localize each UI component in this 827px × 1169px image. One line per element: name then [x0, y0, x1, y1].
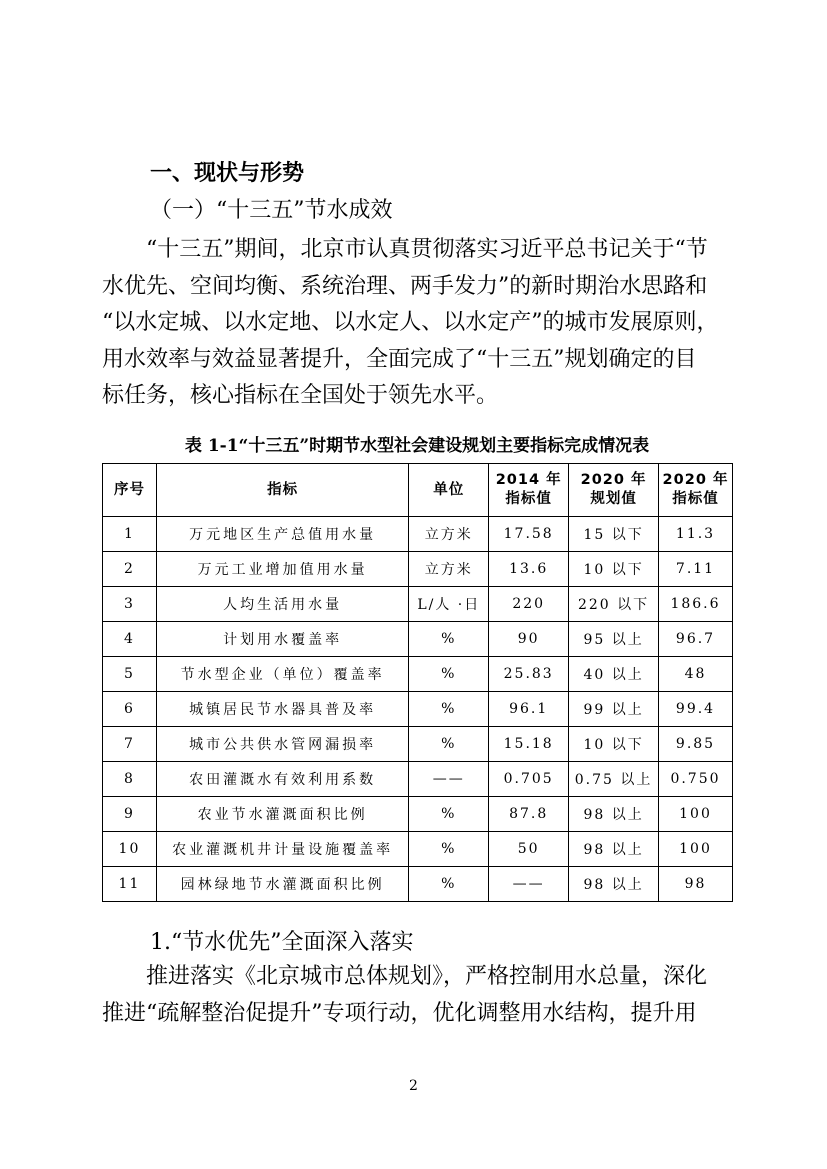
cell-seq: 5 [103, 657, 157, 692]
table-row [103, 797, 733, 832]
table-row [103, 657, 733, 692]
cell-2020-plan: 10 以下 [569, 552, 659, 587]
header-indicator: 指标 [156, 464, 408, 517]
cell-2020-value: 99.4 [659, 692, 733, 727]
cell-indicator: 人均生活用水量 [156, 587, 408, 622]
table-row [103, 622, 733, 657]
page-number: 2 [409, 1078, 418, 1094]
cell-indicator: 计划用水覆盖率 [156, 622, 408, 657]
header-line: 指标值 [505, 491, 552, 507]
cell-unit: % [409, 657, 489, 692]
cell-unit: % [409, 692, 489, 727]
cell-seq: 7 [103, 727, 157, 762]
cell-2014-value: 87.8 [489, 797, 569, 832]
header-line: 2020 年 [580, 472, 647, 488]
cell-seq: 4 [103, 622, 157, 657]
cell-2020-plan: 99 以上 [569, 692, 659, 727]
paragraph-line: 用水效率与效益显著提升，全面完成了“十三五”规划确定的目 [102, 346, 697, 372]
table-row [103, 832, 733, 867]
cell-unit: % [409, 867, 489, 902]
cell-2014-value: 25.83 [489, 657, 569, 692]
cell-2014-value: 90 [489, 622, 569, 657]
header-2020-value [659, 464, 733, 517]
cell-2014-value: 220 [489, 587, 569, 622]
cell-2014-value: 50 [489, 832, 569, 867]
cell-2014-value: 15.18 [489, 727, 569, 762]
subsection-1-heading: 1.“节水优先”全面深入落实 [150, 930, 414, 955]
cell-seq: 10 [103, 832, 157, 867]
cell-seq: 3 [103, 587, 157, 622]
paragraph-line: “以水定城、以水定地、以水定人、以水定产”的城市发展原则， [102, 310, 719, 335]
table-row [103, 762, 733, 797]
cell-2020-value: 100 [659, 832, 733, 867]
cell-unit: 立方米 [409, 517, 489, 552]
body-paragraph [102, 959, 732, 1032]
cell-unit: % [409, 622, 489, 657]
cell-2020-value: 98 [659, 867, 733, 902]
table-row [103, 517, 733, 552]
header-line: 指标值 [672, 491, 719, 507]
cell-unit: L/人 ·日 [409, 587, 489, 622]
header-unit: 单位 [409, 464, 489, 517]
cell-indicator: 农业节水灌溉面积比例 [156, 797, 408, 832]
table-row [103, 692, 733, 727]
cell-2020-plan: 15 以下 [569, 517, 659, 552]
cell-2020-value: 186.6 [659, 587, 733, 622]
paragraph-line: 标任务，核心指标在全国处于领先水平。 [102, 383, 499, 408]
cell-seq: 8 [103, 762, 157, 797]
cell-2020-plan: 98 以上 [569, 797, 659, 832]
cell-2014-value: 96.1 [489, 692, 569, 727]
cell-2020-plan: 98 以上 [569, 832, 659, 867]
cell-2020-plan: 10 以下 [569, 727, 659, 762]
cell-indicator: 园林绿地节水灌溉面积比例 [156, 867, 408, 902]
cell-seq: 6 [103, 692, 157, 727]
cell-2020-plan: 95 以上 [569, 622, 659, 657]
paragraph-line: “十三五”期间，北京市认真贯彻落实习近平总书记关于“节 [146, 237, 708, 262]
header-2014-value [489, 464, 569, 517]
table-row [103, 727, 733, 762]
table-caption: 表 1-1“十三五”时期节水型社会建设规划主要指标完成情况表 [184, 436, 650, 456]
cell-2014-value: —— [489, 867, 569, 902]
cell-2020-plan: 40 以上 [569, 657, 659, 692]
cell-indicator: 节水型企业（单位）覆盖率 [156, 657, 408, 692]
table-header-row [103, 464, 733, 517]
cell-2020-value: 100 [659, 797, 733, 832]
header-seq: 序号 [103, 464, 157, 517]
intro-paragraph [102, 232, 732, 415]
table-row [103, 552, 733, 587]
header-line: 2014 年 [495, 472, 562, 488]
cell-seq: 1 [103, 517, 157, 552]
cell-unit: —— [409, 762, 489, 797]
paragraph-line: 推进“疏解整治促提升”专项行动，优化调整用水结构，提升用 [102, 1000, 697, 1026]
cell-2020-value: 48 [659, 657, 733, 692]
cell-indicator: 万元地区生产总值用水量 [156, 517, 408, 552]
cell-unit: % [409, 797, 489, 832]
table-row [103, 587, 733, 622]
cell-unit: % [409, 832, 489, 867]
cell-unit: % [409, 727, 489, 762]
cell-2014-value: 0.705 [489, 762, 569, 797]
cell-2020-value: 96.7 [659, 622, 733, 657]
cell-2020-value: 0.750 [659, 762, 733, 797]
header-line: 2020 年 [662, 472, 729, 488]
cell-indicator: 农田灌溉水有效利用系数 [156, 762, 408, 797]
cell-unit: 立方米 [409, 552, 489, 587]
cell-2020-value: 9.85 [659, 727, 733, 762]
header-line: 规划值 [590, 491, 637, 507]
cell-2014-value: 13.6 [489, 552, 569, 587]
indicator-table [102, 463, 733, 902]
paragraph-line: 推进落实《北京城市总体规划》，严格控制用水总量，深化 [146, 964, 708, 989]
cell-2020-plan: 98 以上 [569, 867, 659, 902]
cell-seq: 9 [103, 797, 157, 832]
table-row [103, 867, 733, 902]
cell-2020-value: 7.11 [659, 552, 733, 587]
cell-indicator: 万元工业增加值用水量 [156, 552, 408, 587]
cell-seq: 11 [103, 867, 157, 902]
header-2020-plan [569, 464, 659, 517]
cell-2020-plan: 0.75 以上 [569, 762, 659, 797]
subsection-heading: （一）“十三五”节水成效 [150, 198, 393, 223]
section-heading: 一、现状与形势 [150, 161, 305, 186]
cell-2020-plan: 220 以下 [569, 587, 659, 622]
cell-indicator: 城市公共供水管网漏损率 [156, 727, 408, 762]
cell-2020-value: 11.3 [659, 517, 733, 552]
cell-seq: 2 [103, 552, 157, 587]
cell-indicator: 城镇居民节水器具普及率 [156, 692, 408, 727]
cell-indicator: 农业灌溉机井计量设施覆盖率 [156, 832, 408, 867]
paragraph-line: 水优先、空间均衡、系统治理、两手发力”的新时期治水思路和 [102, 273, 708, 299]
cell-2014-value: 17.58 [489, 517, 569, 552]
